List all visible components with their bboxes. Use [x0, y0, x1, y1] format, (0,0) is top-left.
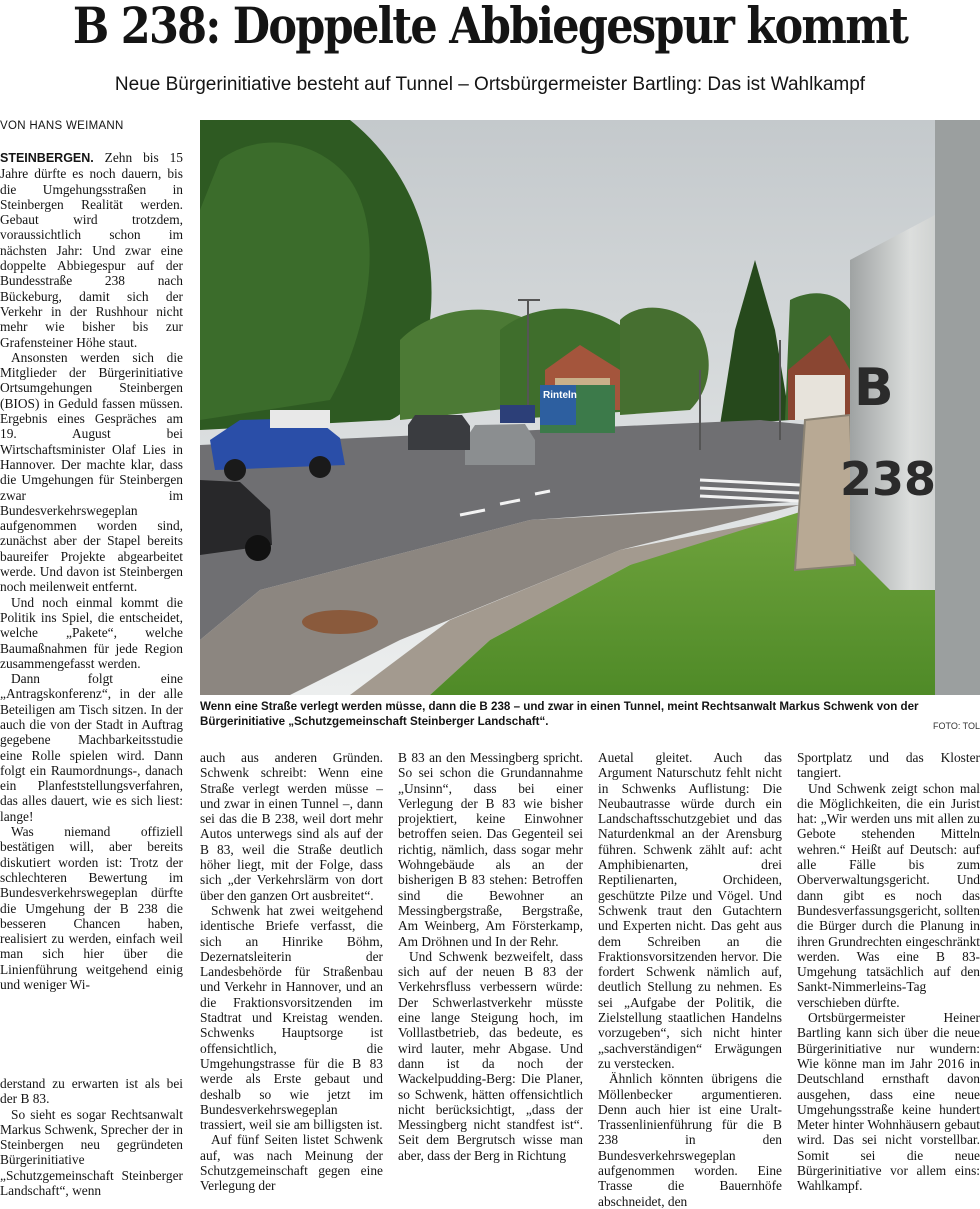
paragraph: Dann folgt eine „Antragskonferenz“, in der alle Beteiligen am Tisch sitzen. In der auch die von der Stadt in Auftrag gegebene Machbarkeitsstudie eine Rolle spielen wird. Dann folgt ein Raumordnungs-, danach ein Planfeststellungsverfahren, das alles dauert, wie es sich liest: lange! — [0, 671, 183, 824]
article-photo — [200, 120, 980, 695]
article-column-1-continued — [0, 1076, 183, 1198]
paragraph: Und noch einmal kommt die Politik ins Spiel, die entscheidet, welche „Pakete“, welche Baumaßnahmen für jede Region zusammengefasst werden. — [0, 594, 183, 671]
article-column-5 — [797, 750, 980, 1194]
truck — [540, 385, 615, 433]
paragraph: auch aus anderen Gründen. Schwenk schreibt: Wenn eine Straße verlegt werden müsse – und zwar in einen Tunnel –, dann sei das die B 238, weil dort mehr Autos unterwegs sind als auf der B 83, weil die Straße deutlich höher liegt, mit der Folge, dass sich „der Verkehrslärm von dort über den ganzen Ort ausbreitet“. — [200, 750, 383, 903]
photo-caption: Wenn eine Straße verlegt werden müsse, dann die B 238 – und zwar in einen Tunnel, meint Rechtsanwalt Markus Schwenk von der Bürgerinitiative „Schutzgemeinschaft Steinberger Landschaft“. — [200, 700, 919, 728]
article-column-2 — [200, 750, 383, 1194]
article-column-3 — [398, 750, 583, 1163]
headline: B 238: Doppelte Abbiegespur kommt — [72, 0, 908, 55]
paragraph: Auf fünf Seiten listet Schwenk auf, was nach Meinung der Schutzgemeinschaft gegen eine Verlegung der — [200, 1132, 383, 1194]
sign-text-238: 238 — [840, 452, 937, 506]
photo-credit: FOTO: TOL — [932, 721, 980, 731]
article-column-1 — [0, 150, 183, 992]
byline: VON HANS WEIMANN — [0, 120, 124, 132]
paragraph — [0, 150, 183, 350]
sign-text-b: B — [854, 358, 894, 418]
paragraph: Auetal gleitet. Auch das Argument Naturschutz fehlt nicht in Schwenks Auflistung: Die Neubautrasse würde durch ein Landschaftsschutzgebiet und das Naturdenkmal an der Arensburg führen. Schwenk zählt auf: acht Amphibienarten, drei Reptilienarten, Orchideen, geschützte Pilze und Vögel. Und Schwenk traut den Gutachtern und Experten nicht. Das geht aus dem Schreiben an die Fraktionsvorsitzenden hervor. Die fordert Schwenk nämlich auf, deutlich Stellung zu nehmen. Es sei „Aufgabe der Politik, die Zielstellung staatlichen Handelns vorzugeben“, sich nicht hinter „sachverständigen“ Erwägungen zu verstecken. — [598, 750, 782, 1071]
paragraph: Schwenk hat zwei weitgehend identische Briefe verfasst, die sich an Hinrike Böhm, Dezernatsleiterin der Landesbehörde für Straßenbau und Verkehr in Hannover, und an die Fraktionsvorsitzenden im Stadtrat und Kreistag wenden. Schwenks Hauptsorge ist offensichtlich, die Umgehungstrasse für die B 83 werde als Erste gebaut und deshalb so wie jetzt im Bundesverkehrswegeplan trassiert, weil sie am billigsten ist. — [200, 902, 383, 1133]
paragraph: Ähnlich könnten übrigens die Möllenbecker argumentieren. Denn auch hier ist eine Uralt-Trassenlinienführung für die B 238 in den Bundesverkehrswegeplan aufgenommen worden. Eine Trasse die Bauernhöfe abschneidet, den — [598, 1071, 782, 1209]
street-scene-photo — [200, 120, 980, 695]
truck-label: Rinteln — [543, 390, 577, 401]
subheadline: Neue Bürgerinitiative besteht auf Tunnel – Ortsbürgermeister Bartling: Das ist Wahlkampf — [114, 74, 866, 95]
paragraph: B 83 an den Messingberg spricht. So sei schon die Grundannahme „Unsinn“, dass bei einer Verlegung der B 83 wie bisher projektiert, keine Einwohner betroffen seien. Das Gegenteil sei richtig, nämlich, dass sogar mehr Wohngebäude als an der bisherigen B 83 stehen: Betroffen sind die Bewohner an Messingbergstraße, Bergstraße, Am Weinberg, Am Försterkamp, Am Dröhnen und In der Rehr. — [398, 750, 583, 949]
paragraph: Was niemand offiziell bestätigen will, aber bereits diskutiert worden ist: Trotz der schlechteren Bewertung im Bundesverkehrswegeplan dürfte die Umgehung der B 238 die besseren Chancen haben, realisiert zu werden, einfach weil man sich hier über die Linienführung weitgehend einig und weniger Wi- — [0, 824, 183, 993]
paragraph: Und Schwenk zeigt schon mal die Möglichkeiten, die ein Jurist hat: „Wir werden uns mit allen zu Gebote stehenden Mitteln wehren.“ Heißt auf Deutsch: auf alle Fälle bis zum Oberverwaltungsgericht. Und dann gibt es noch das Bundesverfassungsgericht, sollten die Bürger durch die Planung in ihren Grundrechten eingeschränkt werden. Was eine B 83-Umgehung tatsächlich auf den Sankt-Nimmerleins-Tag verschieben dürfte. — [797, 780, 980, 1010]
paragraph-text: Zehn bis 15 Jahre dürfte es noch dauern, bis die Umgehungsstraßen in Steinbergen Realität werden. Gebaut wird trotzdem, voraussichtlich schon im nächsten Jahr: Und zwar eine doppelte Abbiegespur auf der Bundesstraße 238 nach Bückeburg, damit sich der Verkehr in der Rushhour nicht mehr wie bisher bis zur Grafensteiner Höhe staut. — [0, 150, 183, 350]
paragraph: So sieht es sogar Rechtsanwalt Markus Schwenk, Sprecher der in Steinbergen neu gegründeten Bürgerinitiative „Schutzgemeinschaft Steinberger Landschaft“, wenn — [0, 1106, 183, 1199]
article-column-4 — [598, 750, 782, 1209]
dateline: STEINBERGEN. — [0, 151, 94, 165]
paragraph: Sportplatz und das Kloster tangiert. — [797, 750, 980, 781]
paragraph: Und Schwenk bezweifelt, dass sich auf der neuen B 83 der Verkehrsfluss verbessern würde: Der Schwerlastverkehr müsste eine lange Steigung hoch, im Volllastbetrieb, das bedeute, es wird lauter, mehr Abgase. Und dann ist da noch der Wackelpudding-Berg: Die Planer, so Schwenk, hätten offensichtlich nicht berücksichtigt, „dass der Messingberg nicht standfest ist“. Seit dem Bergrutsch wisse man aber, dass der Berg in Richtung — [398, 948, 583, 1163]
paragraph: Ortsbürgermeister Heiner Bartling kann sich über die neue Bürgerinitiative nur wundern: Wie könne man im Jahr 2016 in Deutschland ernsthaft davon ausgehen, dass eine neue Umgehungsstraße keine hundert Meter hinter Wohnhäusern gebaut wird. Das sei nicht vorstellbar. Somit sei die neue Bürgerinitiative vor allem eins: Wahlkampf. — [797, 1010, 980, 1194]
paragraph: derstand zu erwarten ist als bei der B 83. — [0, 1076, 183, 1107]
paragraph: Ansonsten werden sich die Mitglieder der Bürgerinitiative Ortsumgehungen Steinbergen (BIOS) in Geduld fassen müssen. Ergebnis eines Gespräches am 19. August bei Wirtschaftsminister Olaf Lies in Hannover. Der machte klar, dass die Umgehungen für Steinbergen zwar im Bundesverkehrswegeplan aufgenommen worden sind, zunächst aber der Stapel bereits baureifer Projekte abgearbeitet werde. Und davon ist Steinbergen noch meilenweit entfernt. — [0, 349, 183, 595]
